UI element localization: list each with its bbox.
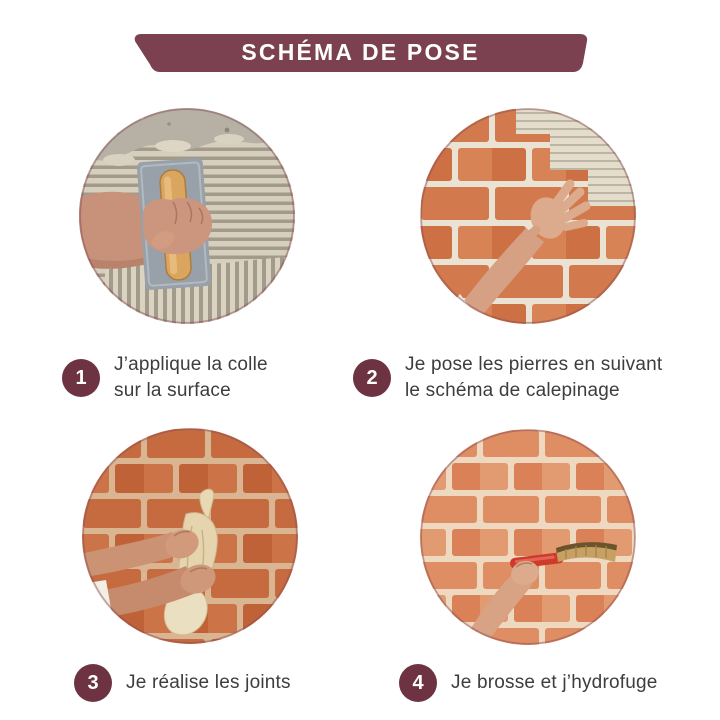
step-1-row [62, 352, 268, 404]
step-1-caption [114, 352, 268, 404]
caption-line: le schéma de calepinage [405, 380, 620, 401]
step-3-row [74, 664, 291, 702]
jointing-scene [80, 426, 300, 646]
page-title: SCHÉMA DE POSE [241, 39, 480, 65]
step-3-caption [126, 670, 291, 696]
caption-line: Je pose les pierres en suivant [405, 354, 663, 375]
step-4-number-badge: 4 [399, 664, 437, 702]
caption-line: sur la surface [114, 380, 231, 401]
brick-laying-scene [418, 106, 638, 326]
step-2-caption [405, 352, 662, 404]
step-2-row [353, 352, 662, 404]
step-2-photo [418, 106, 638, 326]
caption-line: J’applique la colle [114, 354, 268, 375]
step-3-number-badge: 3 [74, 664, 112, 702]
step-3-photo [80, 426, 300, 646]
brushing-scene [418, 427, 638, 647]
step-4-caption [451, 670, 658, 696]
step-1-photo [77, 106, 297, 326]
step-1-number-badge: 1 [62, 359, 100, 397]
step-2-number-badge: 2 [353, 359, 391, 397]
step-4-photo [418, 427, 638, 647]
adhesive-wall-scene [77, 106, 297, 326]
caption-line: Je brosse et j’hydrofuge [451, 672, 658, 693]
caption-line: Je réalise les joints [126, 672, 291, 693]
title-banner [133, 34, 588, 72]
step-4-row [399, 664, 658, 702]
brick-staircase [418, 106, 638, 326]
